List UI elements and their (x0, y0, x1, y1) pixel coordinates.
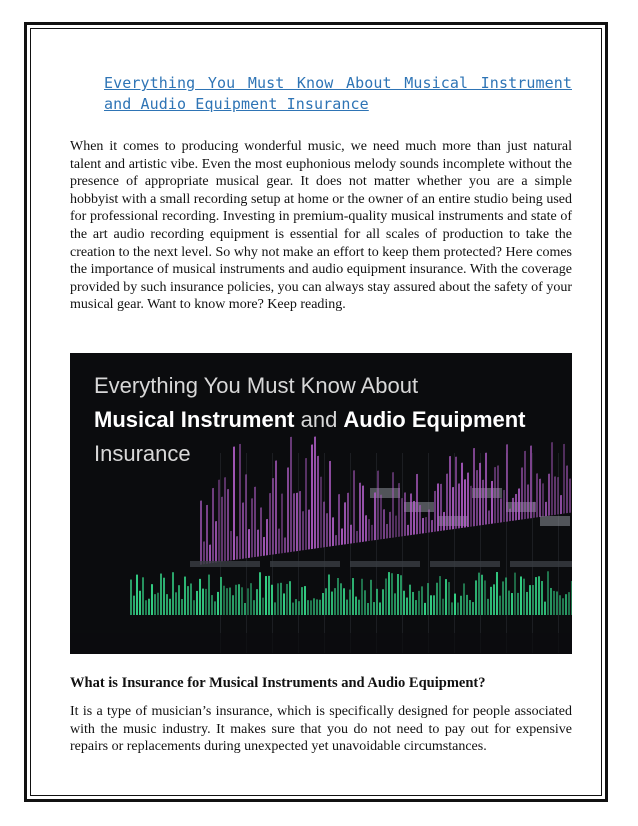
hero-caption (94, 369, 526, 471)
hero-bold-b: Audio Equipment (343, 407, 526, 432)
section-heading: What is Insurance for Musical Instruments and Audio Equipment? (70, 675, 486, 691)
hero-line-2 (94, 403, 526, 437)
section-paragraph: It is a type of musician’s insurance, which is specifically designed for people associated with the music industry. It makes sure that you do not need to pay out for expensive repairs or replacements during unexpected yet unavoidable circumstances. (70, 704, 572, 755)
hero-line-3: Insurance (94, 441, 191, 466)
intro-paragraph: When it comes to producing wonderful music, we need much more than just natural talent and artistic vibe. Even the most euphonious melody sounds incomplete without the presence of appropriate musical gear. It does not matter whether you are a simple hobbyist with a small recording setup at home or the owner of an entire studio being used for professional recording. Investing in premium-quality musical instruments and state of the art audio recording equipment is essential for all scales of production to take the creation to the next level. So why not make an effort to keep them protected? Here comes the importance of musical instruments and audio equipment insurance. With the coverage provided by such insurance policies, you can always stay assured about the safety of your musical gear. Want to know more? Keep reading. (70, 139, 572, 313)
hero-connector: and (294, 407, 344, 432)
hero-line-1: Everything You Must Know About (94, 373, 419, 398)
hero-image (70, 353, 572, 654)
hero-bold-a: Musical Instrument (94, 407, 295, 432)
document-title[interactable]: Everything You Must Know About Musical Instrument and Audio Equipment Insurance (104, 74, 572, 113)
